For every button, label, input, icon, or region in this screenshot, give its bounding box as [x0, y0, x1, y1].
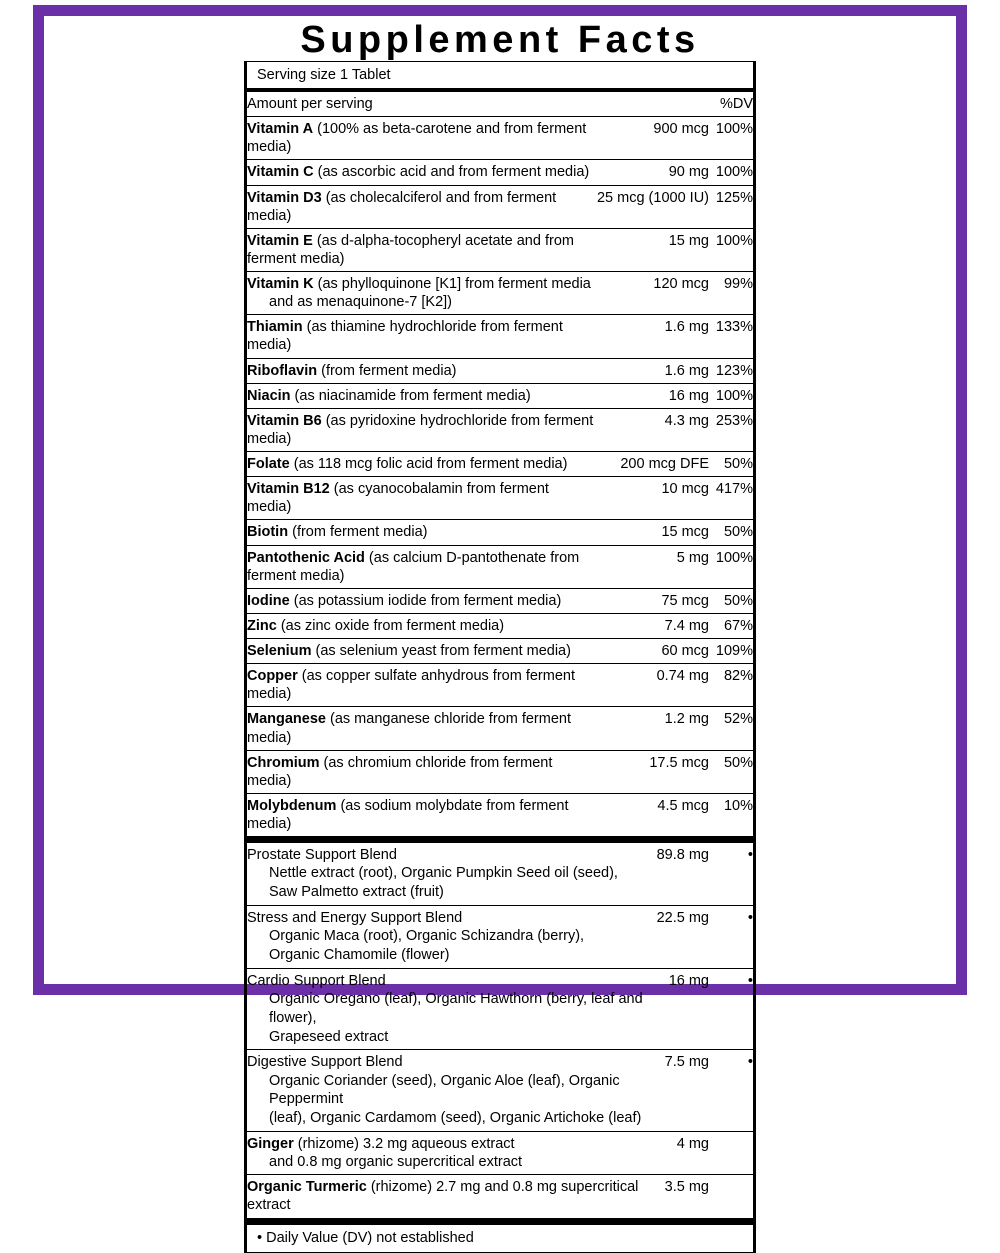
nutrient-detail: (as cholecalciferol and from ferment media) — [247, 189, 557, 224]
nutrient-dv: 100% — [709, 383, 753, 408]
table-row — [247, 408, 753, 451]
nutrient-amount: 16 mg — [597, 383, 709, 408]
blend-name-cell — [247, 843, 657, 905]
blend-ingredients-line2: (leaf), Organic Cardamom (seed), Organic Artichoke (leaf) — [269, 1110, 642, 1127]
nutrient-name: Vitamin C — [247, 164, 314, 181]
single-detail: (rhizome) 3.2 mg aqueous extract — [297, 1136, 515, 1153]
nutrient-name-cell — [247, 408, 597, 451]
nutrient-amount: 1.6 mg — [597, 315, 709, 358]
nutrient-detail: (from ferment media) — [292, 524, 428, 541]
nutrient-name-cell — [247, 613, 597, 638]
table-row — [247, 228, 753, 271]
nutrient-name-cell — [247, 750, 597, 793]
blend-amount: 89.8 mg — [657, 843, 709, 905]
single-detail-line2: and 0.8 mg organic supercritical extract — [269, 1154, 523, 1171]
nutrient-amount: 25 mcg (1000 IU) — [597, 185, 709, 228]
nutrient-name-cell — [247, 452, 597, 477]
blend-ingredients-line1: Nettle extract (root), Organic Pumpkin Seed oil (seed), — [269, 865, 618, 882]
table-row — [247, 272, 753, 315]
nutrient-amount: 0.74 mg — [597, 664, 709, 707]
nutrient-detail: (as thiamine hydrochloride from ferment media) — [247, 319, 563, 354]
divider-above-footnote — [247, 1218, 753, 1225]
nutrient-name: Vitamin B12 — [247, 481, 330, 498]
nutrient-amount: 75 mcg — [597, 588, 709, 613]
nutrient-name-cell — [247, 793, 597, 836]
table-row — [247, 477, 753, 520]
table-header-row — [247, 92, 753, 117]
nutrient-dv: 417% — [709, 477, 753, 520]
blend-dv: • — [709, 905, 753, 968]
nutrient-name-cell — [247, 160, 597, 185]
blend-row — [247, 905, 753, 968]
nutrient-detail: (as d-alpha-tocopheryl acetate and from ferment media) — [247, 232, 574, 267]
nutrient-detail: (as niacinamide from ferment media) — [294, 387, 531, 404]
nutrient-amount: 15 mcg — [597, 520, 709, 545]
footnote-daily-value: • Daily Value (DV) not established — [257, 1229, 474, 1246]
nutrient-name-cell — [247, 358, 597, 383]
nutrient-table — [247, 92, 753, 836]
nutrient-dv: 253% — [709, 408, 753, 451]
nutrient-detail: (from ferment media) — [321, 362, 457, 379]
nutrient-name-cell — [247, 383, 597, 408]
nutrient-dv: 10% — [723, 797, 753, 814]
supplement-facts-panel — [244, 13, 756, 1253]
blend-name: Stress and Energy Support Blend — [247, 909, 463, 926]
blend-ingredients-line1: Organic Coriander (seed), Organic Aloe (leaf), Organic Peppermint — [269, 1072, 620, 1108]
nutrient-detail: (100% as beta-carotene and from ferment media) — [247, 121, 587, 156]
nutrient-dv: 100% — [709, 545, 753, 588]
amount-col-header — [597, 92, 709, 117]
nutrient-name: Zinc — [247, 617, 277, 634]
nutrient-name: Biotin — [247, 524, 289, 541]
table-row — [247, 383, 753, 408]
blend-name: Prostate Support Blend — [247, 847, 397, 864]
nutrient-dv: 123% — [709, 358, 753, 383]
nutrient-detail: (as manganese chloride from ferment media) — [247, 711, 571, 746]
nutrient-name: Riboflavin — [247, 362, 318, 379]
nutrient-name-cell — [247, 639, 597, 664]
table-row — [247, 707, 753, 750]
single-ingredient-row — [247, 1132, 753, 1175]
nutrient-detail: (as chromium chloride from ferment media) — [247, 754, 553, 789]
single-detail: (rhizome) 2.7 mg and 0.8 mg supercritical extract — [247, 1179, 639, 1214]
blend-table — [247, 843, 753, 1217]
nutrient-amount: 90 mg — [597, 160, 709, 185]
nutrient-dv: 100% — [709, 228, 753, 271]
single-name-cell — [247, 1175, 657, 1218]
nutrient-name-cell — [247, 707, 597, 750]
nutrient-dv: 100% — [709, 117, 753, 160]
nutrient-detail: (as sodium molybdate from ferment media) — [247, 797, 569, 832]
divider-vitamins-blends — [247, 836, 753, 843]
single-name: Organic Turmeric — [247, 1179, 367, 1196]
blend-ingredients-line2: Saw Palmetto extract (fruit) — [269, 884, 444, 901]
nutrient-detail: (as zinc oxide from ferment media) — [280, 617, 505, 634]
table-row — [247, 545, 753, 588]
table-row — [247, 315, 753, 358]
nutrient-name-cell — [247, 117, 597, 160]
table-row — [247, 613, 753, 638]
nutrient-name: Chromium — [247, 754, 320, 771]
nutrient-dv: 109% — [709, 639, 753, 664]
blend-dv: • — [709, 968, 753, 1050]
amount-per-serving-header: Amount per serving — [247, 92, 597, 117]
nutrient-name: Copper — [247, 668, 298, 685]
nutrient-dv: 50% — [709, 452, 753, 477]
single-dv — [709, 1132, 753, 1175]
nutrient-detail: (as calcium D-pantothenate from ferment media) — [247, 549, 580, 584]
nutrient-detail: (as phylloquinone [K1] from ferment media — [317, 276, 591, 292]
blend-name-cell — [247, 968, 657, 1050]
nutrient-dv: 50% — [709, 588, 753, 613]
blend-amount: 22.5 mg — [657, 905, 709, 968]
nutrient-dv: 52% — [709, 707, 753, 750]
blend-row — [247, 1050, 753, 1132]
blend-ingredients-line2: Organic Chamomile (flower) — [269, 946, 450, 963]
nutrient-name: Manganese — [247, 711, 326, 728]
nutrient-amount: 1.2 mg — [597, 707, 709, 750]
blend-amount: 7.5 mg — [657, 1050, 709, 1132]
nutrient-amount: 5 mg — [597, 545, 709, 588]
blend-amount: 16 mg — [657, 968, 709, 1050]
nutrient-detail: (as cyanocobalamin from ferment media) — [247, 481, 549, 516]
nutrient-name-cell — [247, 520, 597, 545]
panel-title: Supplement Facts — [300, 19, 700, 61]
nutrient-amount: 120 mcg — [597, 272, 709, 315]
single-ingredient-row — [247, 1175, 753, 1218]
nutrient-name: Vitamin B6 — [247, 412, 322, 429]
blend-ingredients-line2: Grapeseed extract — [269, 1028, 389, 1045]
nutrient-amount: 4.5 mcg — [657, 797, 709, 814]
blend-name-cell — [247, 905, 657, 968]
nutrient-amount: 60 mcg — [597, 639, 709, 664]
nutrient-dv: 67% — [709, 613, 753, 638]
panel-body — [244, 62, 756, 1252]
nutrient-amount: 10 mcg — [597, 477, 709, 520]
dv-header: %DV — [709, 92, 753, 117]
nutrient-dv: 99% — [709, 272, 753, 315]
nutrient-name: Niacin — [247, 387, 291, 404]
nutrient-dv: 50% — [709, 520, 753, 545]
single-amount: 3.5 mg — [664, 1179, 709, 1196]
nutrient-name-cell — [247, 545, 597, 588]
blend-row — [247, 843, 753, 905]
nutrient-dv: 100% — [709, 160, 753, 185]
table-row — [247, 160, 753, 185]
nutrient-name-cell — [247, 185, 597, 228]
single-name: Ginger — [247, 1136, 294, 1153]
blend-ingredients-line1: Organic Maca (root), Organic Schizandra (berry), — [269, 928, 585, 945]
blend-ingredients-line1: Organic Oregano (leaf), Organic Hawthorn (berry, leaf and flower), — [269, 990, 643, 1026]
table-row — [247, 639, 753, 664]
nutrient-dv: 50% — [709, 750, 753, 793]
table-row — [247, 358, 753, 383]
nutrient-name: Selenium — [247, 643, 312, 659]
nutrient-name: Vitamin A — [247, 121, 314, 138]
single-name-cell — [247, 1132, 657, 1175]
nutrient-name: Folate — [247, 456, 290, 472]
single-amount: 4 mg — [657, 1132, 709, 1175]
nutrient-amount: 200 mcg DFE — [597, 452, 709, 477]
nutrient-name: Iodine — [247, 592, 290, 609]
nutrient-amount: 1.6 mg — [597, 358, 709, 383]
blend-dv: • — [709, 843, 753, 905]
blend-row — [247, 968, 753, 1050]
nutrient-name-cell — [247, 315, 597, 358]
table-row — [247, 520, 753, 545]
blend-name-cell — [247, 1050, 657, 1132]
blend-name: Digestive Support Blend — [247, 1054, 403, 1071]
nutrient-name-cell — [247, 588, 597, 613]
table-row — [247, 750, 753, 793]
nutrient-detail: (as ascorbic acid and from ferment media) — [317, 164, 590, 181]
nutrient-name-cell — [247, 664, 597, 707]
table-row — [247, 185, 753, 228]
blend-name: Cardio Support Blend — [247, 972, 386, 989]
nutrient-detail: (as selenium yeast from ferment media) — [315, 643, 571, 659]
nutrient-name-cell — [247, 272, 597, 315]
nutrient-amount: 15 mg — [597, 228, 709, 271]
nutrient-amount: 17.5 mcg — [597, 750, 709, 793]
nutrient-name: Molybdenum — [247, 797, 337, 814]
serving-size: Serving size 1 Tablet — [257, 67, 391, 83]
single-dv — [709, 1175, 753, 1218]
table-row — [247, 117, 753, 160]
nutrient-amount: 4.3 mg — [597, 408, 709, 451]
nutrient-detail: (as pyridoxine hydrochloride from ferment media) — [247, 412, 594, 447]
nutrient-name: Thiamin — [247, 319, 303, 336]
table-row — [247, 793, 753, 836]
nutrient-amount: 900 mcg — [597, 117, 709, 160]
divider-panel-bottom — [244, 1252, 756, 1253]
nutrient-name-cell — [247, 477, 597, 520]
nutrient-detail-line2: and as menaquinone-7 [K2]) — [269, 294, 452, 311]
nutrient-name: Vitamin D3 — [247, 189, 322, 206]
nutrient-dv: 82% — [709, 664, 753, 707]
table-row — [247, 664, 753, 707]
nutrient-name: Vitamin E — [247, 232, 313, 249]
nutrient-name: Vitamin K — [247, 276, 314, 292]
table-row — [247, 588, 753, 613]
nutrient-detail: (as copper sulfate anhydrous from ferment media) — [247, 668, 575, 703]
nutrient-dv: 133% — [709, 315, 753, 358]
nutrient-dv: 125% — [709, 185, 753, 228]
blend-dv: • — [709, 1050, 753, 1132]
nutrient-detail: (as potassium iodide from ferment media) — [293, 592, 562, 609]
table-row — [247, 452, 753, 477]
nutrient-name: Pantothenic Acid — [247, 549, 365, 566]
nutrient-detail: (as 118 mcg folic acid from ferment media) — [293, 456, 568, 472]
nutrient-name-cell — [247, 228, 597, 271]
nutrient-amount: 7.4 mg — [597, 613, 709, 638]
